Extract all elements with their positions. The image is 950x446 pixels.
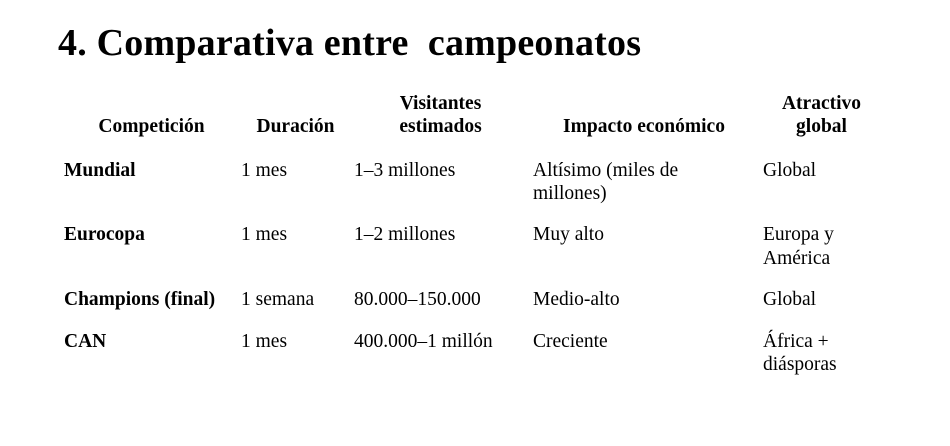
table-header [64, 92, 884, 150]
cell-impacto: Altísimo (miles de millones) [533, 159, 679, 205]
column-header-visitantes [352, 92, 529, 150]
table-row [64, 214, 884, 279]
table-row [64, 321, 884, 386]
cell-duracion: 1 mes [241, 224, 288, 246]
cell-atractivo: África + diásporas [763, 330, 837, 376]
column-header-atractivo [759, 92, 884, 150]
column-header-atractivo-line1: Atractivo [781, 92, 862, 114]
column-header-atractivo-line2: global [796, 115, 847, 137]
cell-visitantes: 1–2 millones [354, 224, 456, 246]
page-title: 4. Comparativa entre campeonatos [58, 22, 642, 64]
table-row [64, 279, 884, 320]
cell-competicion: Eurocopa [64, 224, 145, 246]
column-header-visitantes-line1: Visitantes [399, 92, 482, 114]
column-header-visitantes-line2: estimados [399, 115, 482, 137]
cell-impacto: Creciente [533, 330, 608, 352]
column-header-duracion: Duración [256, 115, 335, 137]
cell-competicion: Champions (final) [64, 289, 216, 311]
cell-visitantes: 80.000–150.000 [354, 289, 481, 311]
cell-impacto: Muy alto [533, 224, 604, 246]
cell-visitantes: 400.000–1 millón [354, 330, 493, 352]
cell-visitantes: 1–3 millones [354, 159, 456, 181]
cell-duracion: 1 semana [241, 289, 315, 311]
cell-competicion: Mundial [64, 159, 136, 181]
table-body [64, 150, 884, 386]
cell-duracion: 1 mes [241, 159, 288, 181]
column-header-impacto: Impacto económico [563, 115, 725, 137]
table-header-row [64, 92, 884, 150]
table-row [64, 150, 884, 215]
cell-competicion: CAN [64, 330, 107, 352]
cell-atractivo: Global [763, 159, 817, 181]
cell-duracion: 1 mes [241, 330, 288, 352]
comparison-table [64, 92, 884, 386]
cell-impacto: Medio-alto [533, 289, 620, 311]
cell-atractivo: Europa y América [763, 224, 834, 269]
column-header-competicion: Competición [98, 115, 205, 137]
cell-atractivo: Global [763, 289, 817, 311]
